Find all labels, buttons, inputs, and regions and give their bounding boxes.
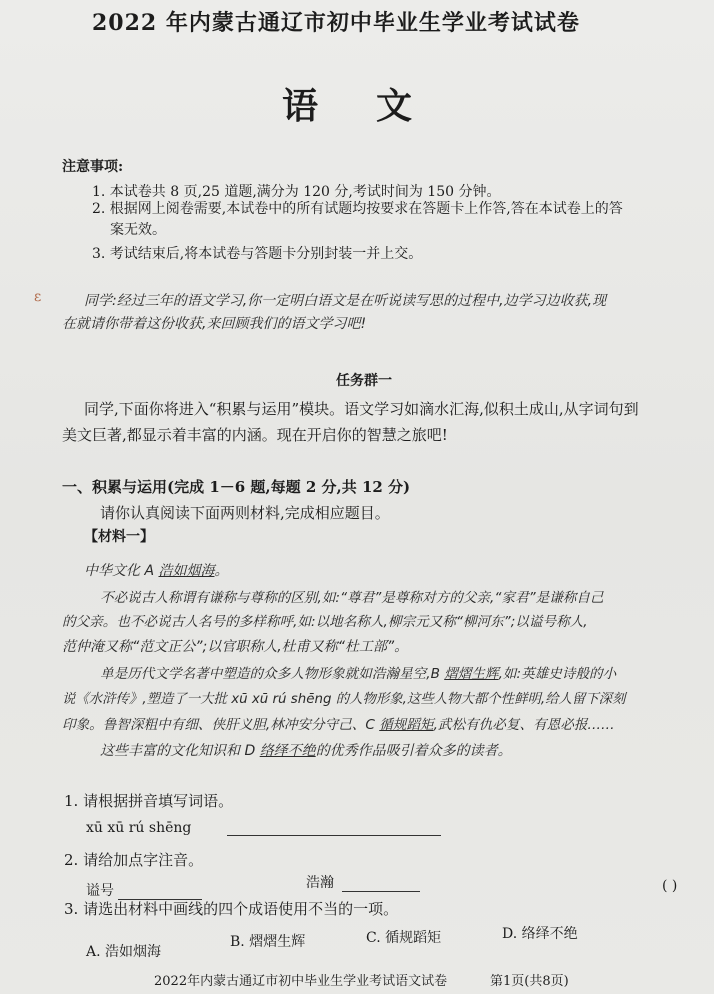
notice-item-1: 1. 本试卷共 8 页,25 道题,满分为 120 分,考试时间为 150 分钟。 (92, 184, 501, 200)
subject-title: 语文 (282, 85, 471, 127)
footer-title: 2022年内蒙古通辽市初中毕业生学业考试语文试卷 (154, 974, 448, 989)
material-line-6: 说《水浒传》,塑造了一大批 xū xū rú shēng 的人物形象,这些人物大都个性鲜明,给人留下深刻 (62, 692, 626, 707)
material-line-4: 范仲淹又称“范文正公”;以官职称人,杜甫又称“杜工部”。 (62, 639, 409, 655)
idiom-d: 络绎不绝 (259, 743, 316, 759)
notice-item-3: 3. 考试结束后,将本试卷与答题卡分别封装一并上交。 (92, 246, 423, 262)
footer-page-number: 第1页(共8页) (490, 974, 569, 989)
option-c[interactable]: C. 循规蹈矩 (366, 930, 442, 946)
margin-mark: ε (34, 289, 42, 305)
idiom-a: 浩如烟海 (158, 563, 215, 579)
notice-item-2: 2. 根据网上阅卷需要,本试卷中的所有试题均按要求在答题卡上作答,答在本试卷上的答 (92, 201, 623, 217)
question-3: 3. 请选出材料中画线的四个成语使用不当的一项。 (64, 900, 399, 918)
idiom-c: 循规蹈矩 (379, 717, 434, 733)
question-2-blank-b[interactable] (342, 877, 420, 892)
material-line-5: 单是历代文学名著中塑造的众多人物形象就如浩瀚星空,B 熠熠生辉,如:英雄史诗般的小 (100, 666, 617, 682)
intro-line-2: 在就请你带着这份收获,来回顾我们的语文学习吧! (62, 316, 367, 332)
question-2-item-b: 浩瀚 (306, 872, 420, 892)
question-2: 2. 请给加点字注音。 (64, 851, 204, 869)
question-2-item-a: 谥号 (86, 880, 202, 900)
question-1-blank[interactable] (227, 821, 441, 836)
question-1-pinyin: xū xū rú shēng (86, 820, 441, 836)
option-b[interactable]: B. 熠熠生辉 (230, 934, 306, 950)
intro-line-1: 同学:经过三年的语文学习,你一定明白语文是在听说读写思的过程中,边学习边收获,现 (84, 293, 607, 309)
option-d[interactable]: D. 络绎不绝 (502, 926, 578, 942)
idiom-b: 熠熠生辉 (444, 666, 499, 682)
notice-item-2-cont: 案无效。 (110, 222, 166, 238)
answer-parentheses[interactable]: ( ) (662, 878, 678, 894)
material-line-1: 中华文化 A 浩如烟海。 (84, 563, 229, 579)
material-label: 【材料一】 (84, 529, 154, 545)
section-title: 一、积累与运用(完成 1－6 题,每题 2 分,共 12 分) (62, 478, 411, 496)
material-line-8: 这些丰富的文化知识和 D 络绎不绝的优秀作品吸引着众多的读者。 (100, 743, 512, 759)
option-a[interactable]: A. 浩如烟海 (86, 944, 162, 960)
task-line-2: 美文巨著,都显示着丰富的内涵。现在开启你的智慧之旅吧! (62, 426, 448, 444)
task-line-1: 同学,下面你将进入“积累与运用”模块。语文学习如滴水汇海,似积土成山,从字词句到 (84, 400, 639, 418)
material-line-7: 印象。鲁智深粗中有细、侠肝义胆,林冲安分守己、C 循规蹈矩,武松有仇必复、有恩必报…… (62, 717, 615, 733)
notice-heading: 注意事项: (62, 159, 124, 175)
section-instruction: 请你认真阅读下面两则材料,完成相应题目。 (100, 504, 390, 522)
question-1: 1. 请根据拼音填写词语。 (64, 792, 234, 810)
material-line-3: 的父亲。也不必说古人名号的多样称呼,如:以地名称人,柳宗元又称“柳河东”;以谥号称人, (62, 614, 588, 630)
task-group-title: 任务群一 (336, 373, 392, 389)
exam-title: 2022 年内蒙古通辽市初中毕业生学业考试试卷 (92, 10, 580, 36)
material-line-2: 不必说古人称谓有谦称与尊称的区别,如:“尊君”是尊称对方的父亲,“家君”是谦称自己 (100, 590, 604, 606)
